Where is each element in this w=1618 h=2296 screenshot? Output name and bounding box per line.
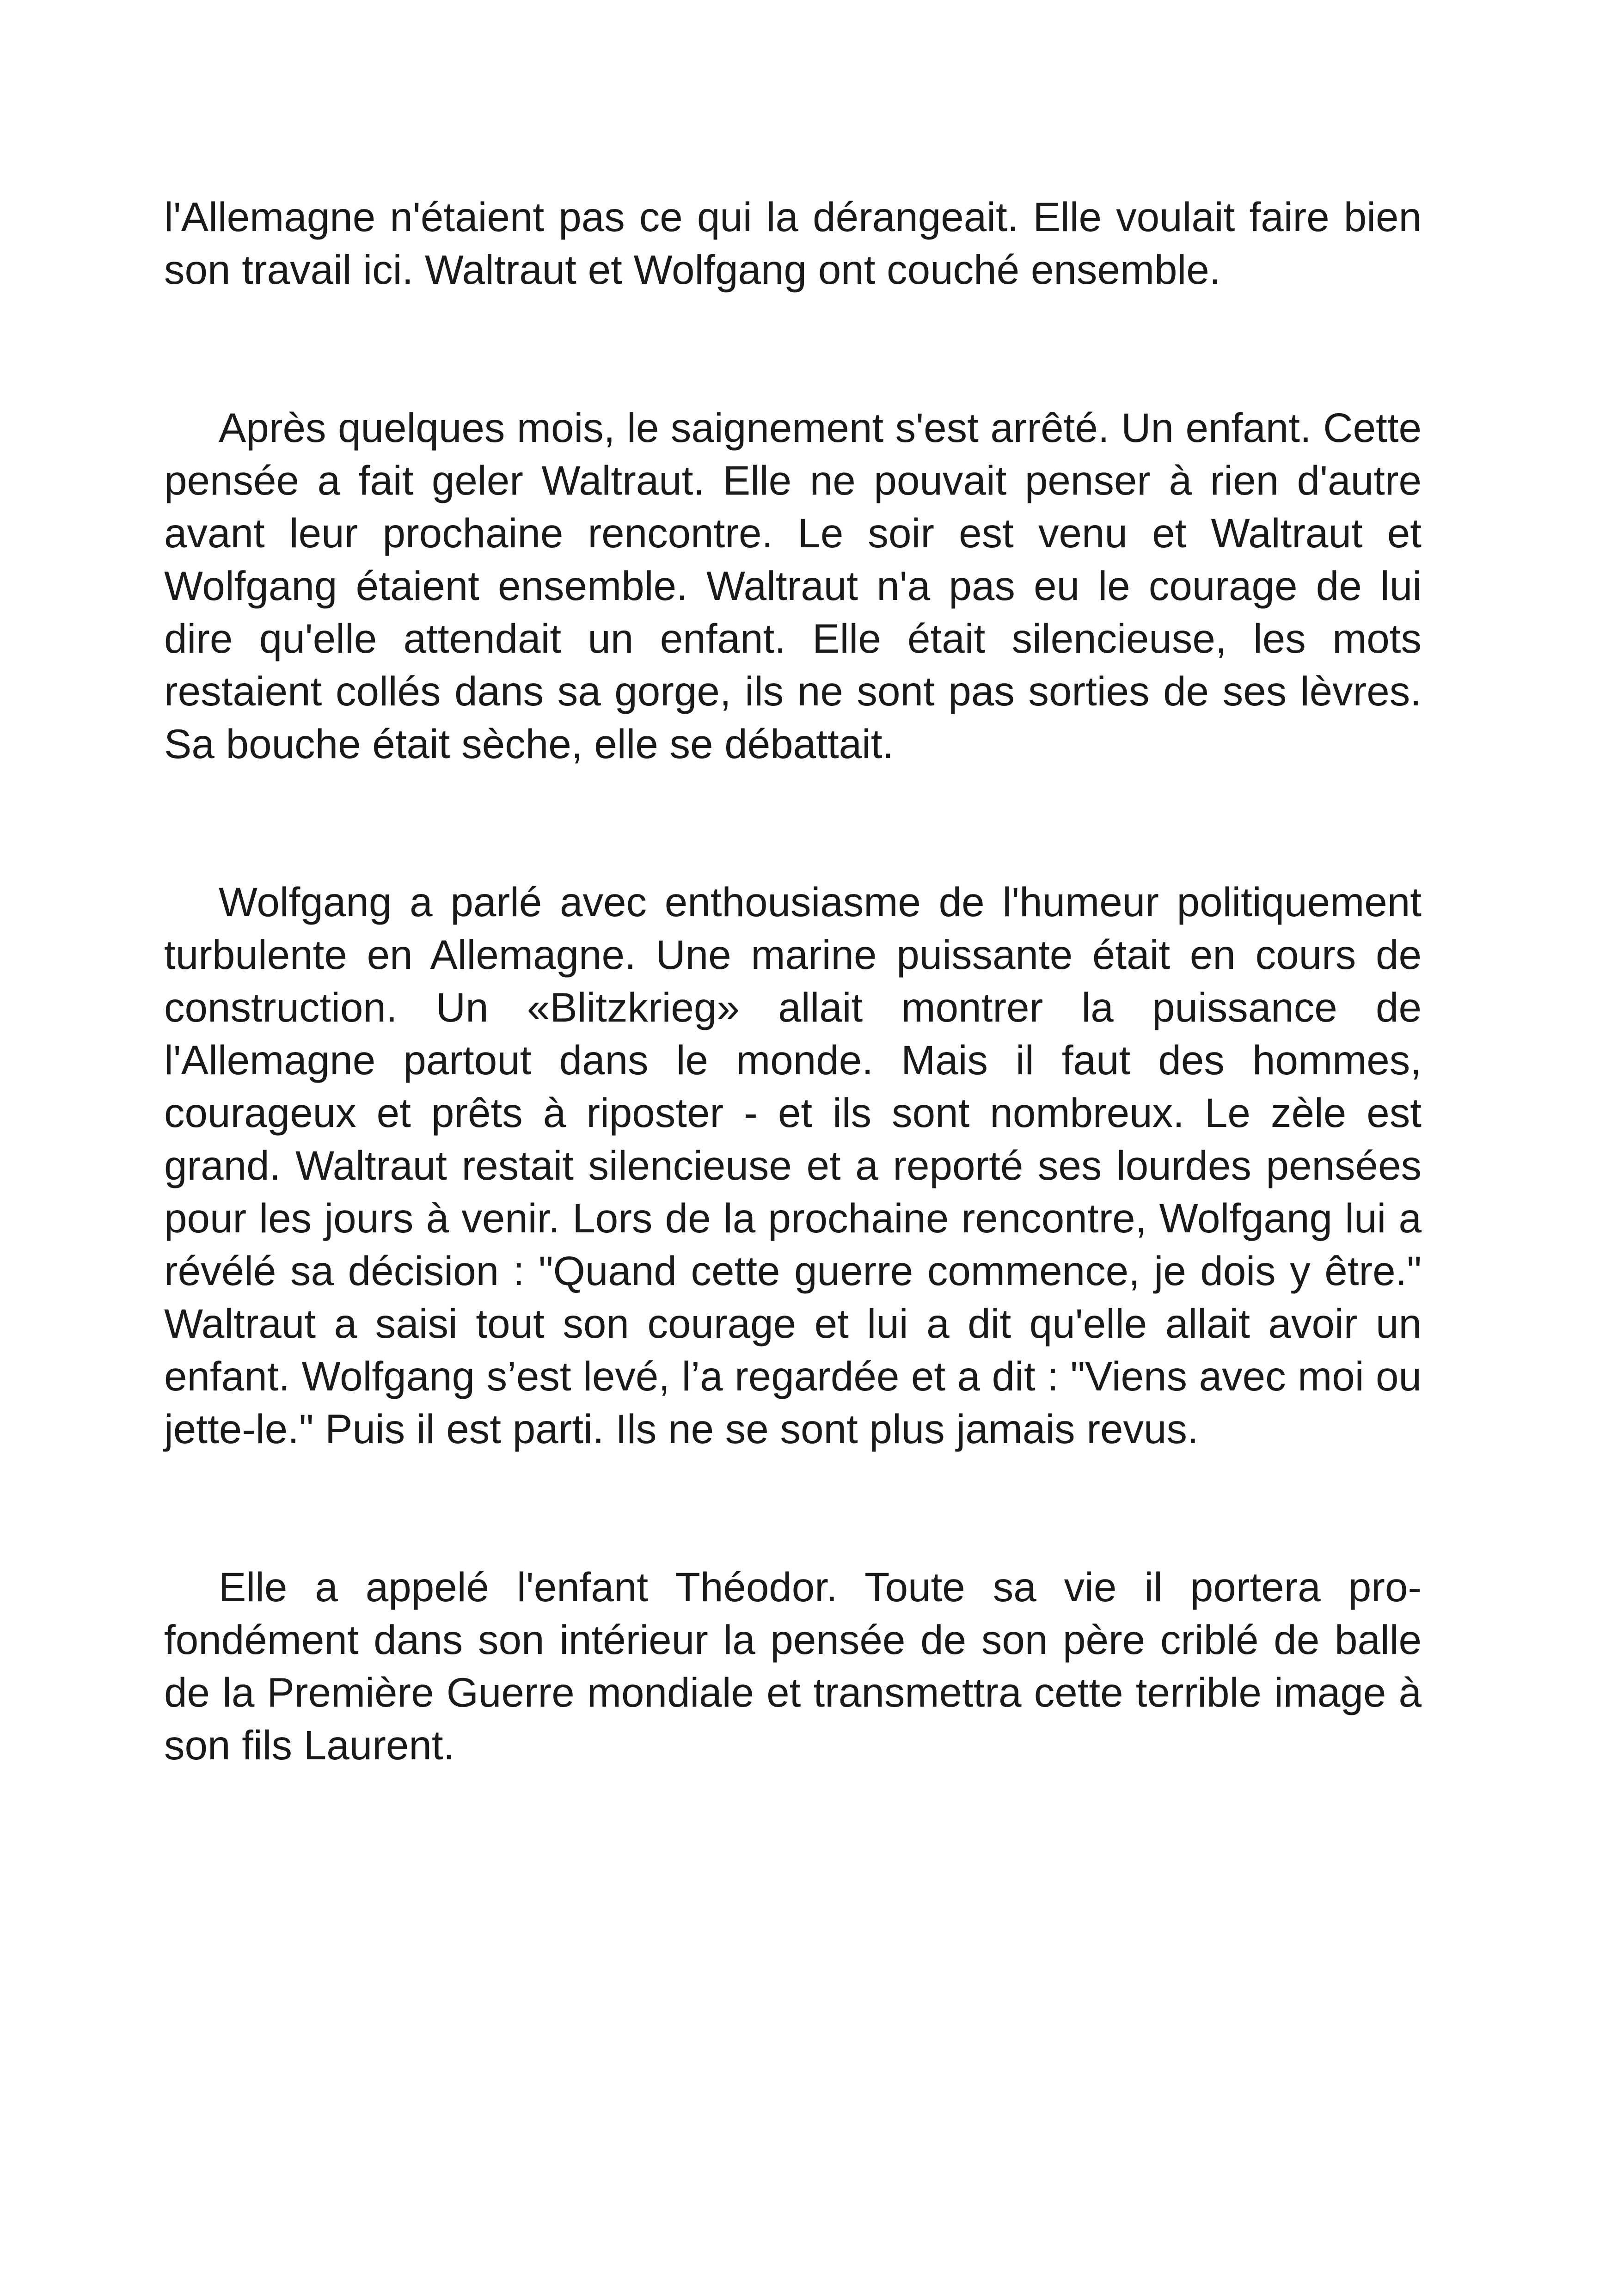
paragraph-2: Après quelques mois, le saignement s'est arrêté. Un enfant. Cette pensée a fait geler Waltraut. Elle ne pouvait penser à rien d'autre avant leur prochaine rencontre. Le soir est venu et Waltraut et Wolfgang étaient ensemble. Waltraut n'a pas eu le courage de lui dire qu'elle attendait un enfant. Elle était silencieuse, les mots restaient collés dans sa gorge, ils ne sont pas sorties de ses lèvres. Sa bouche était sèche, elle se débattait. xyxy=(164,404,1422,767)
body-text xyxy=(164,190,1422,1771)
paragraph-1: l'Allemagne n'étaient pas ce qui la dérangeait. Elle voulait faire bien son travail ici. Waltraut et Wolfgang ont couché ensemble. xyxy=(164,194,1422,293)
paragraph-4: Elle a appelé l'enfant Théodor. Toute sa vie il portera profondément dans son intérieur la pensée de son père criblé de balle de la Première Guerre mondiale et transmettra cette terrible image à son fils Laurent. xyxy=(164,1564,1422,1768)
paragraph-3: Wolfgang a parlé avec enthousiasme de l'humeur politiquement turbulente en Allemagne. Une marine puissante était en cours de construction. Un «Blitzkrieg» allait montrer la puissance de l'Allemagne partout dans le monde. Mais il faut des hommes, courageux et prêts à riposter - et ils sont nombreux. Le zèle est grand. Waltraut restait silencieuse et a reporté ses lourdes pensées pour les jours à venir. Lors de la prochaine rencontre, Wolfgang lui a révélé sa décision : "Quand cette guerre commence, je dois y être." Waltraut a saisi tout son courage et lui a dit qu'elle allait avoir un enfant. Wolfgang s’est levé, l’a regardée et a dit : "Viens avec moi ou jette-le." Puis il est parti. Ils ne se sont plus jamais revus. xyxy=(164,879,1422,1452)
